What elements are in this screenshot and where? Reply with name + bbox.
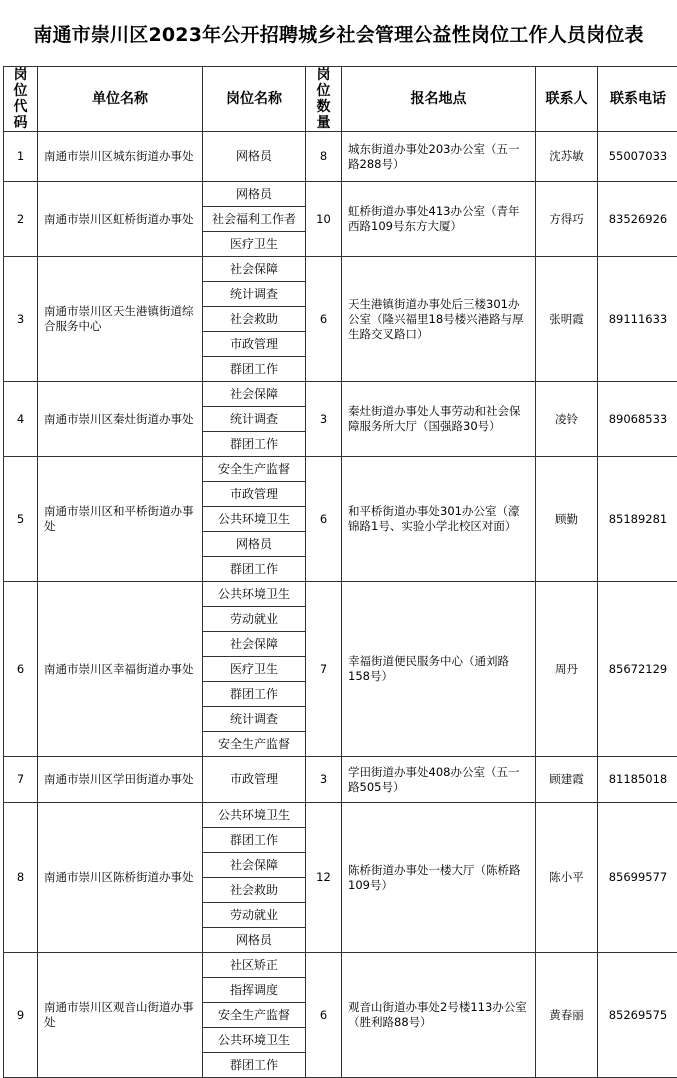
cell-position: 安全生产监督 [203,457,306,482]
cell-phone: 81185018 [598,757,677,803]
cell-position: 网格员 [203,132,306,182]
cell-contact: 陈小平 [536,803,598,953]
cell-contact: 凌铃 [536,382,598,457]
table-row [4,582,677,607]
cell-unit: 南通市崇川区观音山街道办事处 [38,953,203,1078]
cell-position: 市政管理 [203,482,306,507]
cell-location: 城东街道办事处203办公室（五一路288号） [342,132,536,182]
cell-position: 医疗卫生 [203,232,306,257]
cell-count: 12 [306,803,342,953]
cell-location: 天生港镇街道办事处后三楼301办公室（隆兴福里18号楼兴港路与厚生路交叉路口） [342,257,536,382]
cell-phone: 85699577 [598,803,677,953]
cell-unit: 南通市崇川区虹桥街道办事处 [38,182,203,257]
cell-position: 统计调查 [203,282,306,307]
positions-table [3,66,677,1078]
cell-position: 公共环境卫生 [203,803,306,828]
header-contact: 联系人 [536,67,598,132]
cell-position: 社会保障 [203,382,306,407]
cell-phone: 85269575 [598,953,677,1078]
table-row [4,182,677,207]
cell-position: 公共环境卫生 [203,507,306,532]
cell-code: 3 [4,257,38,382]
cell-position: 社区矫正 [203,953,306,978]
cell-position: 统计调查 [203,707,306,732]
cell-position: 社会福利工作者 [203,207,306,232]
cell-position: 市政管理 [203,332,306,357]
cell-position: 社会保障 [203,853,306,878]
table-row [4,457,677,482]
header-row [4,67,677,132]
cell-count: 3 [306,757,342,803]
cell-unit: 南通市崇川区城东街道办事处 [38,132,203,182]
cell-unit: 南通市崇川区幸福街道办事处 [38,582,203,757]
header-phone: 联系电话 [598,67,677,132]
cell-code: 8 [4,803,38,953]
cell-location: 和平桥街道办事处301办公室（濠锦路1号、实验小学北校区对面） [342,457,536,582]
cell-position: 群团工作 [203,557,306,582]
cell-contact: 顾建霞 [536,757,598,803]
cell-position: 社会救助 [203,307,306,332]
cell-position: 社会保障 [203,257,306,282]
table-row [4,132,677,182]
cell-phone: 85672129 [598,582,677,757]
cell-code: 9 [4,953,38,1078]
cell-phone: 55007033 [598,132,677,182]
cell-position: 统计调查 [203,407,306,432]
cell-phone: 85189281 [598,457,677,582]
cell-position: 群团工作 [203,682,306,707]
cell-position: 劳动就业 [203,903,306,928]
cell-phone: 89068533 [598,382,677,457]
cell-position: 安全生产监督 [203,1003,306,1028]
cell-unit: 南通市崇川区和平桥街道办事处 [38,457,203,582]
cell-position: 社会保障 [203,632,306,657]
cell-contact: 黄春丽 [536,953,598,1078]
cell-position: 网格员 [203,182,306,207]
cell-code: 1 [4,132,38,182]
cell-count: 3 [306,382,342,457]
cell-unit: 南通市崇川区天生港镇街道综合服务中心 [38,257,203,382]
cell-code: 2 [4,182,38,257]
page-title: 南通市崇川区2023年公开招聘城乡社会管理公益性岗位工作人员岗位表 [0,0,677,66]
cell-position: 公共环境卫生 [203,582,306,607]
cell-position: 网格员 [203,928,306,953]
cell-code: 5 [4,457,38,582]
cell-position: 指挥调度 [203,978,306,1003]
cell-location: 陈桥街道办事处一楼大厅（陈桥路109号） [342,803,536,953]
cell-contact: 周丹 [536,582,598,757]
table-row [4,757,677,803]
cell-position: 群团工作 [203,1053,306,1078]
header-position: 岗位名称 [203,67,306,132]
cell-count: 6 [306,257,342,382]
header-count: 岗位数量 [306,67,342,132]
cell-contact: 张明霞 [536,257,598,382]
cell-unit: 南通市崇川区陈桥街道办事处 [38,803,203,953]
header-unit: 单位名称 [38,67,203,132]
cell-count: 6 [306,457,342,582]
table-row [4,953,677,978]
cell-location: 观音山街道办事处2号楼113办公室（胜利路88号） [342,953,536,1078]
cell-location: 学田街道办事处408办公室（五一路505号） [342,757,536,803]
cell-position: 劳动就业 [203,607,306,632]
cell-position: 群团工作 [203,432,306,457]
header-location: 报名地点 [342,67,536,132]
table-row [4,803,677,828]
cell-position: 网格员 [203,532,306,557]
header-code: 岗位代码 [4,67,38,132]
cell-position: 安全生产监督 [203,732,306,757]
cell-unit: 南通市崇川区学田街道办事处 [38,757,203,803]
cell-phone: 83526926 [598,182,677,257]
cell-position: 群团工作 [203,828,306,853]
cell-count: 6 [306,953,342,1078]
table-row [4,257,677,282]
cell-count: 7 [306,582,342,757]
cell-location: 秦灶街道办事处人事劳动和社会保障服务所大厅（国强路30号） [342,382,536,457]
cell-location: 虹桥街道办事处413办公室（青年西路109号东方大厦） [342,182,536,257]
cell-count: 10 [306,182,342,257]
cell-code: 7 [4,757,38,803]
cell-code: 6 [4,582,38,757]
cell-position: 公共环境卫生 [203,1028,306,1053]
cell-phone: 89111633 [598,257,677,382]
cell-unit: 南通市崇川区秦灶街道办事处 [38,382,203,457]
cell-contact: 沈苏敏 [536,132,598,182]
cell-position: 社会救助 [203,878,306,903]
cell-contact: 方得巧 [536,182,598,257]
table-row [4,382,677,407]
cell-location: 幸福街道便民服务中心（通刘路158号） [342,582,536,757]
cell-position: 医疗卫生 [203,657,306,682]
cell-position: 市政管理 [203,757,306,803]
cell-position: 群团工作 [203,357,306,382]
cell-contact: 顾勤 [536,457,598,582]
cell-count: 8 [306,132,342,182]
cell-code: 4 [4,382,38,457]
